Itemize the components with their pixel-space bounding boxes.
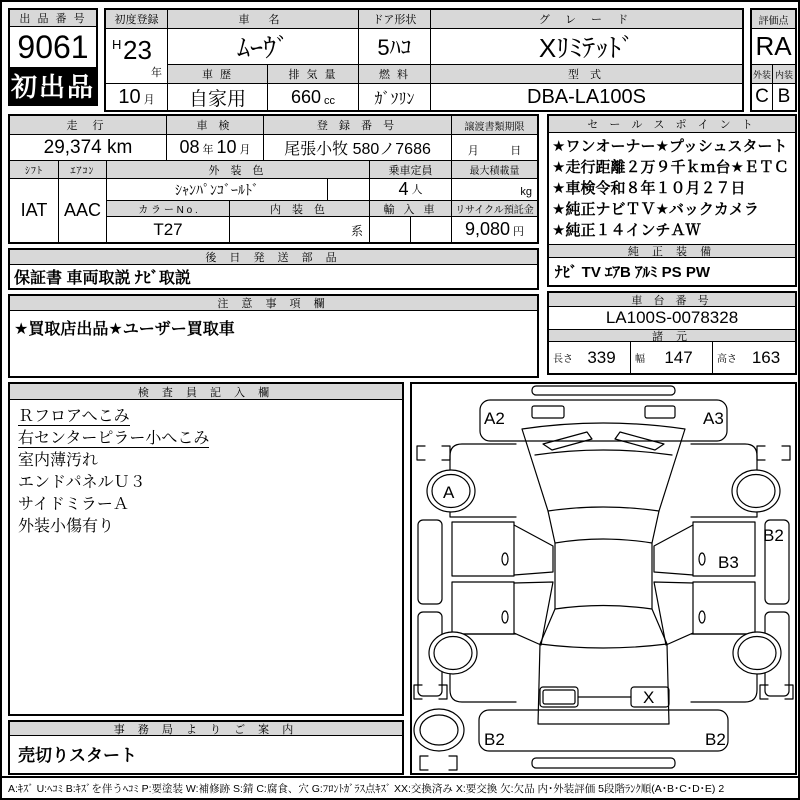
shift-label: ｼﾌﾄ xyxy=(10,161,59,179)
inspector-line xyxy=(18,428,398,450)
bracket-front-right xyxy=(757,446,790,460)
roof-front-line xyxy=(555,539,652,543)
rear-window-line xyxy=(540,644,667,648)
import-cell-2 xyxy=(411,217,452,242)
parts-value: 保証書 車両取説 ﾅﾋﾞ取説 xyxy=(14,270,191,287)
car-history-label: 車 歴 xyxy=(168,65,268,84)
grade: Xﾘﾐﾃｯﾄﾞ xyxy=(431,29,742,65)
lot-number: 9061 xyxy=(17,28,89,65)
fuel: ｶﾞｿﾘﾝ xyxy=(359,84,431,110)
score-value: RA xyxy=(752,29,795,65)
length-value: 339 xyxy=(587,347,616,367)
mileage-label: 走 行 xyxy=(10,116,167,135)
import-label: 輸 入 車 xyxy=(370,201,452,217)
transfer-docs-label: 譲渡書類期限 xyxy=(452,116,537,135)
front-right-wheel xyxy=(732,470,780,512)
lot-box xyxy=(8,8,98,106)
inspection-year-unit: 年 xyxy=(202,144,214,156)
factory-equipment-label: 純 正 装 備 xyxy=(549,244,795,258)
damage-diagram-box xyxy=(410,382,797,775)
damage-mark-a2: A2 xyxy=(484,409,505,428)
interior-score: B xyxy=(777,86,791,107)
recycle-unit: 円 xyxy=(513,226,525,238)
chassis-box xyxy=(547,291,797,375)
office-box xyxy=(8,720,404,775)
era-letter: H xyxy=(112,37,122,52)
shift-value: IAT xyxy=(10,179,59,242)
length-cell xyxy=(549,342,631,373)
exterior-score-label: 外装 xyxy=(752,65,773,84)
windshield-base-line xyxy=(548,507,659,511)
inspector-lines xyxy=(18,406,398,538)
inspection-value xyxy=(167,135,264,161)
left-front-window-frame xyxy=(514,525,553,575)
right-front-door-handle xyxy=(699,553,705,565)
left-front-door xyxy=(452,522,514,576)
aircon-value: AAC xyxy=(59,179,107,242)
model-code-label: 型 式 xyxy=(431,65,742,84)
displacement-value: 660 xyxy=(290,86,322,107)
right-rear-door-handle xyxy=(699,611,705,623)
bracket-front-left xyxy=(417,446,450,460)
chassis-number: LA100S-0078328 xyxy=(605,308,739,327)
interior-color-label: 内 装 色 xyxy=(230,201,370,217)
status-table xyxy=(8,114,539,244)
inspector-line-text: 右センターピラー小へこみ xyxy=(18,430,210,447)
first-registration-month xyxy=(106,84,168,110)
inspector-line xyxy=(18,406,398,428)
plate-label: 登 録 番 号 xyxy=(264,116,452,135)
office-value: 売切りスタート xyxy=(18,746,137,765)
recycle-label: リサイクル預託金 xyxy=(452,201,537,217)
exterior-color-label: 外 装 色 xyxy=(107,161,370,179)
mileage-value: 29,374 km xyxy=(10,135,167,161)
width-label: 幅 xyxy=(635,354,645,365)
inspector-label: 検 査 員 記 入 欄 xyxy=(10,384,402,400)
left-rear-window-frame xyxy=(514,582,553,645)
front-grille-left xyxy=(532,406,564,418)
damage-mark-a: A xyxy=(443,483,455,502)
damage-mark-b2-right: B2 xyxy=(763,526,784,545)
rear-plate-left-inner xyxy=(543,690,575,704)
bracket-bottom-left xyxy=(420,756,457,770)
inspector-line xyxy=(18,516,398,538)
door-label: ドア形状 xyxy=(359,10,431,29)
capacity-number: 4 xyxy=(398,179,409,199)
score-box xyxy=(750,8,797,112)
first-registration-label: 初度登録 xyxy=(106,10,168,29)
inspector-line xyxy=(18,450,398,472)
lot-label: 出 品 番 号 xyxy=(10,10,96,27)
inspection-month: 10 xyxy=(216,137,237,157)
era-year: 23 xyxy=(123,35,152,65)
windshield-top-line xyxy=(535,450,672,455)
roof-rear-line xyxy=(555,606,652,610)
fuel-label: 燃 料 xyxy=(359,65,431,84)
color-no-value: T27 xyxy=(107,217,230,242)
roof-front-strip xyxy=(532,386,675,395)
car-top-view-diagram xyxy=(412,384,795,773)
sales-point-line: ★ワンオーナー★プッシュスタート xyxy=(552,138,788,155)
width-value: 147 xyxy=(664,347,693,367)
sales-points-label: セ ー ル ス ポ イ ン ト xyxy=(549,116,795,133)
transfer-month: 月 xyxy=(467,145,479,157)
first-listing-badge: 初出品 xyxy=(10,67,96,104)
damage-mark-a3: A3 xyxy=(703,409,724,428)
sales-points-list xyxy=(552,136,793,241)
sales-points-box xyxy=(547,114,797,287)
spare-tire xyxy=(414,709,464,751)
sales-point-line: ★走行距離２万９千ｋｍ台★ＥＴＣ xyxy=(552,159,789,176)
rear-right-wheel xyxy=(733,632,781,674)
capacity-label: 乗車定員 xyxy=(370,161,452,179)
color-no-label: カ ラ ー N o . xyxy=(107,201,230,217)
front-grille-right xyxy=(645,406,675,418)
inspector-line-text: Ｒフロアへこみ xyxy=(18,408,130,425)
recycle-number: 9,080 xyxy=(464,219,511,239)
sales-point-line: ★純正１４インチＡＷ xyxy=(552,222,701,239)
inspector-line-text: 室内薄汚れ xyxy=(18,452,99,469)
sales-point-line: ★純正ナビＴＶ★バックカメラ xyxy=(552,201,759,218)
damage-mark-b2-rear-right: B2 xyxy=(705,730,726,749)
sales-point-line: ★車検令和８年１０月２７日 xyxy=(552,180,746,197)
height-label: 高さ xyxy=(717,354,737,365)
legend-footer xyxy=(2,776,798,798)
notes-value: ★買取店出品★ユーザー買取車 xyxy=(14,321,235,338)
displacement-label: 排 気 量 xyxy=(268,65,359,84)
rear-bumper xyxy=(479,710,728,751)
right-rear-door xyxy=(693,582,755,634)
import-cell-1 xyxy=(370,217,411,242)
specs-label: 諸 元 xyxy=(549,329,795,342)
recycle-value xyxy=(452,217,537,242)
factory-equipment-value: ﾅﾋﾞ TV ｴｱB ｱﾙﾐ PS PW xyxy=(555,264,711,281)
car-body-outline xyxy=(522,423,685,724)
displacement xyxy=(268,84,359,110)
exterior-score: C xyxy=(752,84,773,110)
legend-text: A:ｷｽﾞ U:ﾍｺﾐ B:ｷｽﾞを伴うﾍｺﾐ P:要塗装 W:補修跡 S:錆 C:腐食、穴 G:ﾌﾛﾝﾄｶﾞﾗｽ点ｷｽﾞ XX:交換済み X:要交換 欠:欠品 内･外装評価 5段階ﾗﾝｸ順(A･B･C･D･E) 2 xyxy=(8,782,725,795)
parts-box xyxy=(8,248,539,290)
inspection-month-unit: 月 xyxy=(239,144,251,156)
max-load-label: 最大積載量 xyxy=(452,161,537,179)
damage-mark-b2-rear-left: B2 xyxy=(484,730,505,749)
damage-mark-b3: B3 xyxy=(718,553,739,572)
aircon-label: ｴｱｺﾝ xyxy=(59,161,107,179)
car-name: ﾑｰｳﾞ xyxy=(168,29,359,65)
car-history: 自家用 xyxy=(168,84,268,110)
office-label: 事 務 局 よ り ご 案 内 xyxy=(10,722,402,736)
plate-value: 尾張小牧 580ノ7686 xyxy=(264,135,452,161)
year-unit: 年 xyxy=(151,67,162,79)
front-bumper xyxy=(480,400,727,441)
notes-label: 注 意 事 項 欄 xyxy=(10,296,537,311)
damage-mark-x: X xyxy=(643,688,655,707)
displacement-unit: cc xyxy=(324,95,336,107)
inspector-line xyxy=(18,494,398,516)
height-value: 163 xyxy=(751,347,781,367)
interior-score-label: 内装 xyxy=(773,65,795,84)
notes-box xyxy=(8,294,539,378)
length-label: 長さ xyxy=(553,354,573,365)
reg-month-value: 10 xyxy=(118,85,141,108)
inspector-line-text: 外装小傷有り xyxy=(18,518,115,535)
left-rear-door xyxy=(452,582,514,634)
exterior-color-extra-cell xyxy=(328,179,370,201)
right-front-window-frame xyxy=(654,525,693,575)
grade-label: グ レ ー ド xyxy=(431,10,742,29)
left-sill-front xyxy=(418,520,442,604)
interior-color-value: 系 xyxy=(230,217,370,242)
score-label: 評価点 xyxy=(752,10,795,29)
door-type: 5ﾊｺ xyxy=(359,29,431,65)
inspector-line-text: エンドパネルＵ３ xyxy=(18,474,146,491)
roof-rear-strip xyxy=(532,758,675,768)
left-front-door-handle xyxy=(502,553,508,565)
inspector-line-text: サイドミラーＡ xyxy=(18,496,129,513)
right-rear-window-frame xyxy=(654,582,693,645)
chassis-label: 車 台 番 号 xyxy=(549,293,795,307)
exterior-color-value: ｼｬﾝﾊﾟﾝｺﾞｰﾙﾄﾞ xyxy=(107,179,328,201)
car-name-label: 車 名 xyxy=(168,10,359,29)
reg-month-unit: 月 xyxy=(143,94,155,106)
capacity-unit: 人 xyxy=(411,184,423,196)
vehicle-top-table xyxy=(104,8,744,112)
transfer-day: 日 xyxy=(510,145,522,157)
width-cell xyxy=(631,342,713,373)
model-code: DBA-LA100S xyxy=(527,85,646,108)
first-registration-year xyxy=(106,29,168,84)
inspection-label: 車 検 xyxy=(167,116,264,135)
inspection-year: 08 xyxy=(179,137,200,157)
transfer-docs-value xyxy=(452,135,537,161)
left-rear-door-handle xyxy=(502,611,508,623)
parts-label: 後 日 発 送 部 品 xyxy=(10,250,537,265)
max-load-value: kg xyxy=(452,179,537,201)
capacity-value xyxy=(370,179,452,201)
inspector-line xyxy=(18,472,398,494)
rear-left-wheel xyxy=(429,632,477,674)
inspector-box xyxy=(8,382,404,716)
height-cell xyxy=(713,342,795,373)
